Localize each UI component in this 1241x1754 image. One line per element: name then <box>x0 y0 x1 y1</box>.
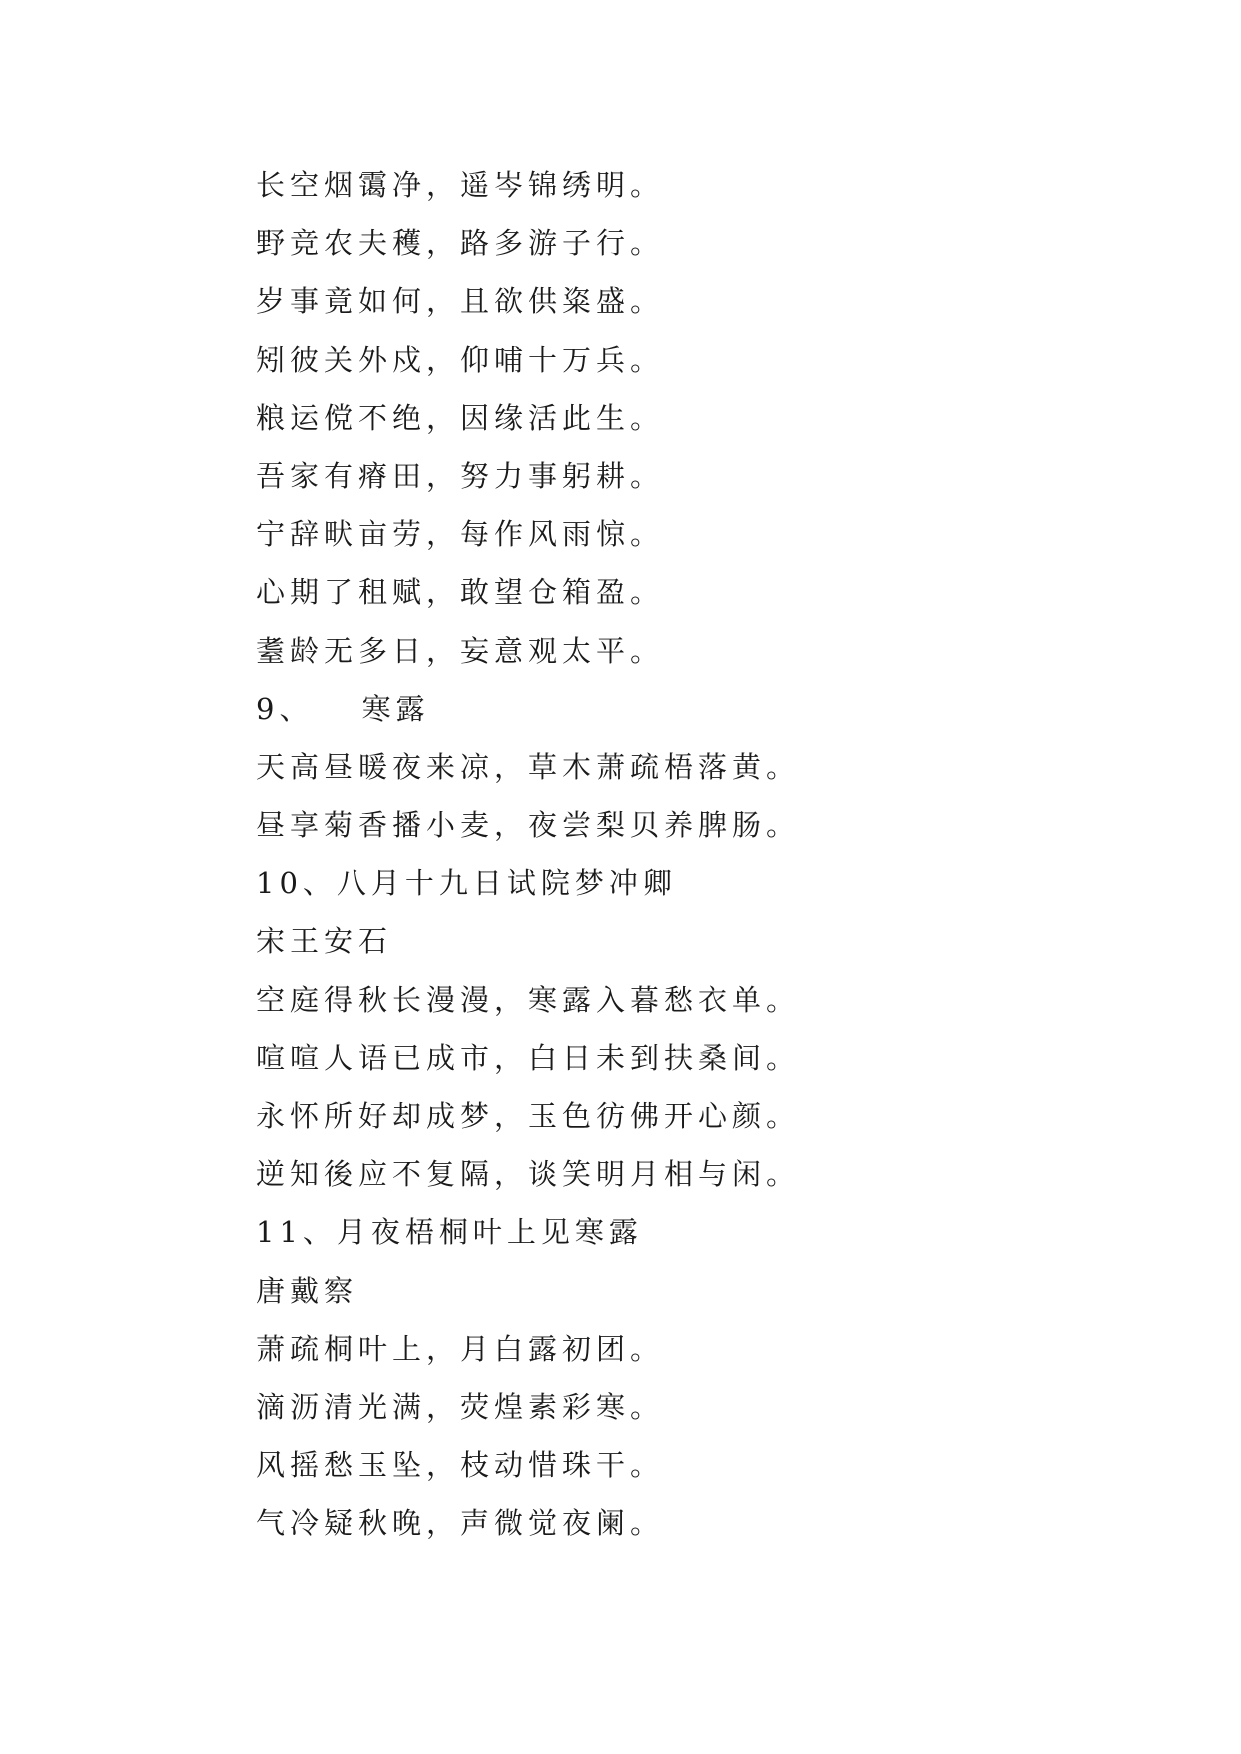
poem-line: 空庭得秋长漫漫，寒露入暮愁衣单。 <box>256 982 801 1017</box>
poem-line: 永怀所好却成梦，玉色彷佛开心颜。 <box>256 1099 801 1133</box>
poem-line: 宁辞畎亩劳，每作风雨惊。 <box>256 517 665 552</box>
poem-author: 唐戴察 <box>256 1273 359 1308</box>
poem-line: 喧喧人语已成市，白日未到扶桑间。 <box>256 1040 801 1075</box>
poem-line: 粮运傥不绝，因缘活此生。 <box>256 400 665 435</box>
poem-line: 吾家有瘠田，努力事躬耕。 <box>256 458 665 493</box>
poem-line: 滴沥清光满，荧煌素彩寒。 <box>256 1389 665 1424</box>
poem-line: 矧彼关外戍，仰哺十万兵。 <box>256 342 665 377</box>
poem-line: 野竞农夫穫，路多游子行。 <box>256 226 665 261</box>
section-heading-11: 11、月夜梧桐叶上见寒露 <box>256 1215 643 1250</box>
poem-line: 气冷疑秋晚，声微觉夜阑。 <box>256 1506 665 1541</box>
poem-line: 萧疏桐叶上，月白露初团。 <box>256 1331 665 1366</box>
section-heading-10: 10、八月十九日试院梦冲卿 <box>256 866 677 901</box>
poem-line: 逆知後应不复隔，谈笑明月相与闲。 <box>256 1157 801 1192</box>
poem-line: 耋龄无多日，妄意观太平。 <box>256 633 665 668</box>
poem-line: 心期了租赋，敢望仓箱盈。 <box>256 575 665 610</box>
poem-line: 昼享菊香播小麦，夜尝梨贝养脾肠。 <box>256 808 801 843</box>
poem-line: 岁事竟如何，且欲供粢盛。 <box>256 284 665 319</box>
section-heading-9: 9、 寒露 <box>256 691 430 726</box>
poem-line: 风摇愁玉坠，枝动惜珠干。 <box>256 1448 665 1483</box>
poem-text-block <box>256 156 1156 1553</box>
poem-line: 长空烟霭净，遥岑锦绣明。 <box>256 168 665 202</box>
poem-author: 宋王安石 <box>256 924 393 959</box>
poem-line: 天高昼暖夜来凉，草木萧疏梧落黄。 <box>256 749 801 784</box>
